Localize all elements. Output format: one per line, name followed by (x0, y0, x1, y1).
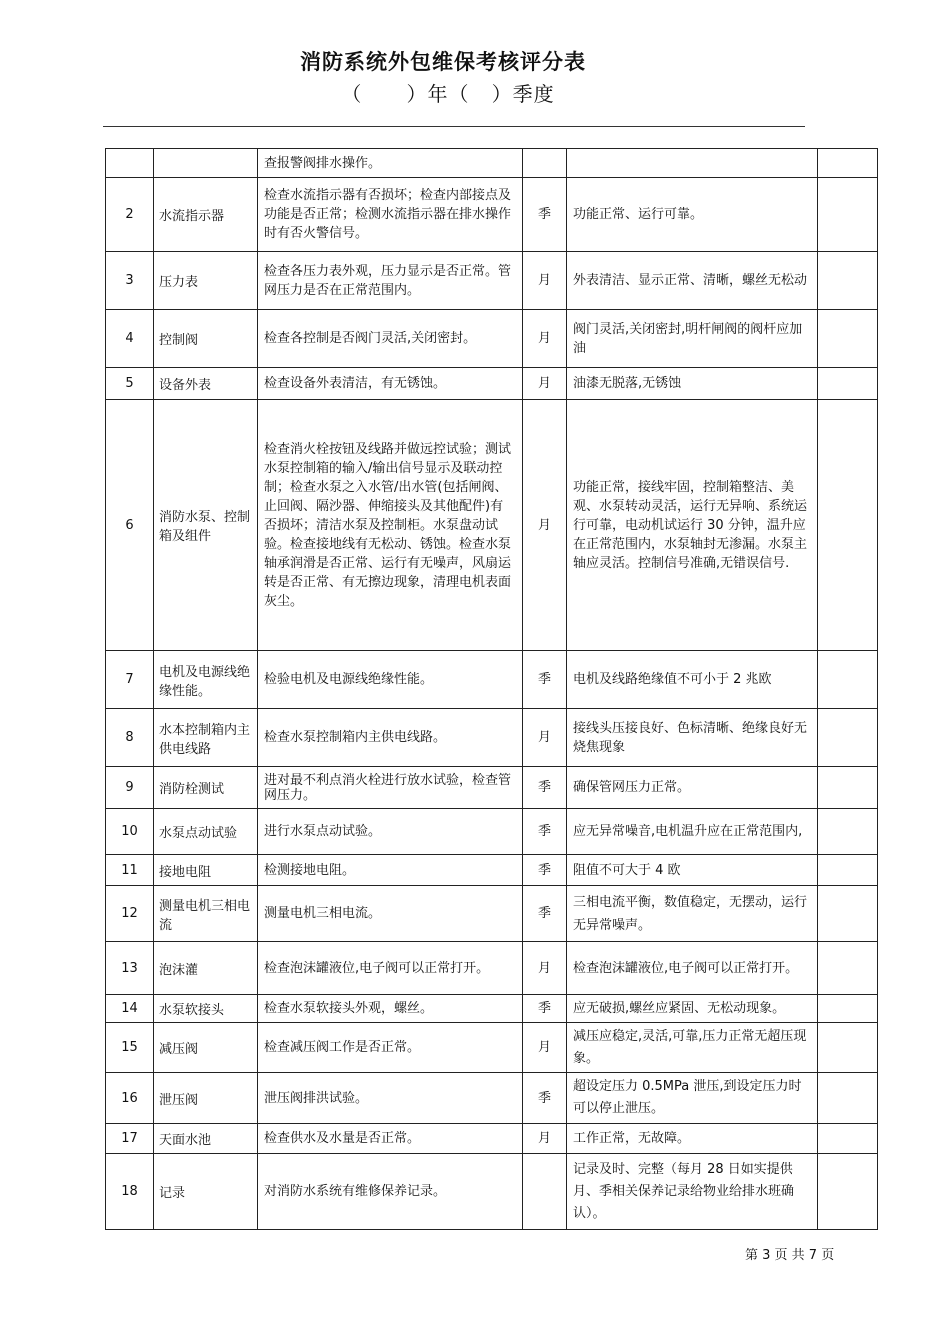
row-standard: 应无异常噪音,电机温升应在正常范围内, (567, 809, 818, 855)
row-cycle: 季 (523, 1073, 567, 1124)
row-cycle: 月 (523, 368, 567, 400)
document-title: 消防系统外包维保考核评分表 (300, 50, 586, 74)
row-number: 6 (106, 400, 154, 651)
table-row (106, 368, 878, 400)
row-content: 检查水流指示器有否损坏；检查内部接点及功能是否正常；检测水流指示器在排水操作时有否火警信号。 (258, 178, 523, 252)
row-score (818, 886, 878, 942)
row-score (818, 1023, 878, 1073)
row-cycle: 季 (523, 809, 567, 855)
row-number: 9 (106, 767, 154, 809)
row-item: 消防水泵、控制箱及组件 (154, 400, 258, 651)
row-item: 接地电阻 (154, 855, 258, 886)
table-row (106, 995, 878, 1023)
table-row (106, 178, 878, 252)
header-rule (103, 126, 805, 127)
document-subtitle: （ ）年（ ）季度 (341, 82, 555, 106)
row-number: 14 (106, 995, 154, 1023)
table-row (106, 767, 878, 809)
table-row (106, 709, 878, 767)
row-item: 消防栓测试 (154, 767, 258, 809)
row-standard: 功能正常，接线牢固，控制箱整洁、美观、水泵转动灵活，运行无异响、系统运行可靠，电动机试运行 30 分钟，温升应在正常范围内，水泵轴封无渗漏。水泵主轴应灵活。控制信号准确,无错误信号. (567, 400, 818, 651)
page-number: 第 3 页 共 7 页 (745, 1248, 835, 1263)
table-row (106, 400, 878, 651)
row-score (818, 400, 878, 651)
row-standard: 接线头压接良好、色标清晰、绝缘良好无烧焦现象 (567, 709, 818, 767)
row-item: 设备外表 (154, 368, 258, 400)
row-content: 检测接地电阻。 (258, 855, 523, 886)
row-cycle: 季 (523, 178, 567, 252)
row-standard: 超设定压力 0.5MPa 泄压,到设定压力时可以停止泄压。 (567, 1073, 818, 1124)
row-standard (567, 149, 818, 178)
row-content: 检查消火栓按钮及线路并做远控试验；测试水泵控制箱的输入/输出信号显示及联动控制；检查水泵之入水管/出水管(包括闸阀、止回阀、隔沙器、伸缩接头及其他配件)有否损坏；清洁水泵及控制柜。水泵盘动试验。检查接地线有无松动、锈蚀。检查水泵轴承润滑是否正常、运行有无噪声，风扇运转是否正常、有无擦边现象，清理电机表面灰尘。 (258, 400, 523, 651)
row-number: 16 (106, 1073, 154, 1124)
row-score (818, 995, 878, 1023)
row-score (818, 651, 878, 709)
row-item: 电机及电源线绝缘性能。 (154, 651, 258, 709)
row-standard: 功能正常、运行可靠。 (567, 178, 818, 252)
row-content: 查报警阀排水操作。 (258, 149, 523, 178)
row-number: 5 (106, 368, 154, 400)
row-item: 水流指示器 (154, 178, 258, 252)
row-content: 检验电机及电源线绝缘性能。 (258, 651, 523, 709)
row-standard: 阀门灵活,关闭密封,明杆闸阀的阀杆应加油 (567, 310, 818, 368)
row-content: 检查各压力表外观，压力显示是否正常。管网压力是否在正常范围内。 (258, 252, 523, 310)
row-cycle: 月 (523, 1023, 567, 1073)
row-number: 11 (106, 855, 154, 886)
row-content: 对消防水系统有维修保养记录。 (258, 1154, 523, 1230)
row-standard: 减压应稳定,灵活,可靠,压力正常无超压现象。 (567, 1023, 818, 1073)
row-score (818, 709, 878, 767)
row-score (818, 767, 878, 809)
row-number: 7 (106, 651, 154, 709)
row-item: 减压阀 (154, 1023, 258, 1073)
row-cycle: 月 (523, 252, 567, 310)
row-score (818, 1124, 878, 1154)
row-score (818, 178, 878, 252)
row-number: 4 (106, 310, 154, 368)
row-standard: 检查泡沫罐液位,电子阀可以正常打开。 (567, 942, 818, 995)
row-content: 检查各控制是否阀门灵活,关闭密封。 (258, 310, 523, 368)
row-standard: 三相电流平衡，数值稳定，无摆动，运行无异常噪声。 (567, 886, 818, 942)
row-content: 检查水泵软接头外观，螺丝。 (258, 995, 523, 1023)
row-item: 记录 (154, 1154, 258, 1230)
row-score (818, 310, 878, 368)
row-score (818, 252, 878, 310)
table-body (106, 149, 878, 1230)
row-standard: 确保管网压力正常。 (567, 767, 818, 809)
row-standard: 工作正常，无故障。 (567, 1124, 818, 1154)
row-cycle: 季 (523, 651, 567, 709)
row-standard: 电机及线路绝缘值不可小于 2 兆欧 (567, 651, 818, 709)
row-standard: 外表清洁、显示正常、清晰，螺丝无松动 (567, 252, 818, 310)
row-content: 检查泡沫罐液位,电子阀可以正常打开。 (258, 942, 523, 995)
row-score (818, 149, 878, 178)
row-cycle: 月 (523, 709, 567, 767)
row-content: 检查设备外表清洁，有无锈蚀。 (258, 368, 523, 400)
row-number: 17 (106, 1124, 154, 1154)
row-content: 测量电机三相电流。 (258, 886, 523, 942)
row-item: 泡沫灌 (154, 942, 258, 995)
row-score (818, 855, 878, 886)
row-content: 进行水泵点动试验。 (258, 809, 523, 855)
row-number: 15 (106, 1023, 154, 1073)
row-content: 进对最不利点消火栓进行放水试验，检查管网压力。 (258, 767, 523, 809)
row-score (818, 1154, 878, 1230)
row-cycle: 季 (523, 995, 567, 1023)
row-number: 2 (106, 178, 154, 252)
row-cycle: 月 (523, 942, 567, 995)
table-row (106, 1124, 878, 1154)
row-number: 3 (106, 252, 154, 310)
row-number: 8 (106, 709, 154, 767)
row-standard: 阻值不可大于 4 欧 (567, 855, 818, 886)
maintenance-table (105, 148, 878, 1230)
row-cycle (523, 149, 567, 178)
row-score (818, 942, 878, 995)
row-content: 检查水泵控制箱内主供电线路。 (258, 709, 523, 767)
table-row (106, 1023, 878, 1073)
row-content: 检查供水及水量是否正常。 (258, 1124, 523, 1154)
row-content: 检查减压阀工作是否正常。 (258, 1023, 523, 1073)
row-item: 泄压阀 (154, 1073, 258, 1124)
row-score (818, 809, 878, 855)
table-row (106, 1073, 878, 1124)
table-row (106, 651, 878, 709)
row-item: 天面水池 (154, 1124, 258, 1154)
row-item: 水本控制箱内主供电线路 (154, 709, 258, 767)
row-cycle: 季 (523, 767, 567, 809)
row-item: 测量电机三相电流 (154, 886, 258, 942)
row-cycle: 月 (523, 1124, 567, 1154)
table-row (106, 1154, 878, 1230)
row-cycle: 月 (523, 400, 567, 651)
table-row (106, 310, 878, 368)
row-standard: 应无破损,螺丝应紧固、无松动现象。 (567, 995, 818, 1023)
table-row (106, 886, 878, 942)
row-number: 13 (106, 942, 154, 995)
row-cycle (523, 1154, 567, 1230)
row-cycle: 季 (523, 886, 567, 942)
table-row (106, 942, 878, 995)
row-cycle: 月 (523, 310, 567, 368)
row-standard: 记录及时、完整（每月 28 日如实提供月、季相关保养记录给物业给排水班确认）。 (567, 1154, 818, 1230)
row-item: 压力表 (154, 252, 258, 310)
row-score (818, 1073, 878, 1124)
row-number: 10 (106, 809, 154, 855)
row-cycle: 季 (523, 855, 567, 886)
row-number: 12 (106, 886, 154, 942)
table-row (106, 149, 878, 178)
row-number: 18 (106, 1154, 154, 1230)
row-item: 水泵软接头 (154, 995, 258, 1023)
row-score (818, 368, 878, 400)
row-content: 泄压阀排洪试验。 (258, 1073, 523, 1124)
row-item: 水泵点动试验 (154, 809, 258, 855)
table-row (106, 855, 878, 886)
row-item: 控制阀 (154, 310, 258, 368)
row-item (154, 149, 258, 178)
table-row (106, 809, 878, 855)
table-row (106, 252, 878, 310)
row-standard: 油漆无脱落,无锈蚀 (567, 368, 818, 400)
row-number (106, 149, 154, 178)
